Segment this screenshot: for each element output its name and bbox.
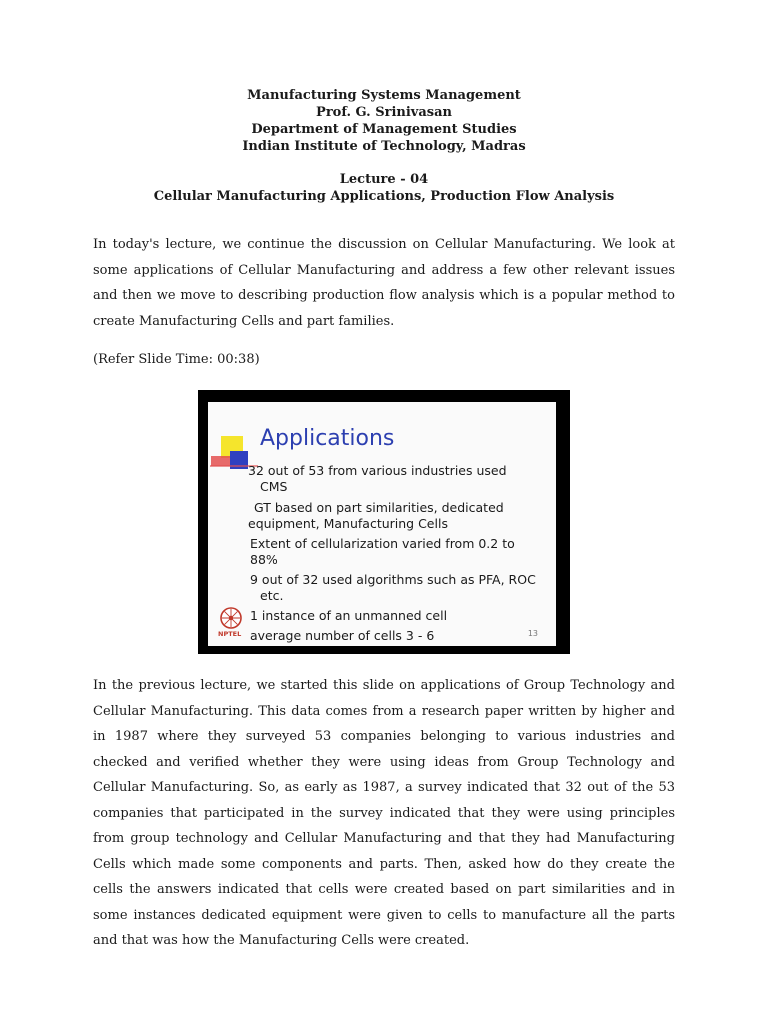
slide-line: 88%: [250, 552, 278, 567]
body-paragraph: In the previous lecture, we started this slide on applications of Group Technology and Cellular Manufacturing. This data comes from a research paper written by higher and in 1987 where they surveyed 53 companies belonging to various industries and checked and verified whether they were using ideas from Group Technology and Cellular Manufacturing. So, as early as 1987, a survey indicated that 32 out of the 53 companies that participated in the survey indicated that they were using principles from group technology and Cellular Manufacturing and that they had Manufacturing Cells which made some components and parts. Then, asked how do they create the cells the answers indicated that cells were created based on part similarities and in some instances dedicated equipment were given to cells to manufacture all the parts and that was how the Manufacturing Cells were created.: [93, 678, 675, 948]
nptel-logo-icon: [218, 607, 252, 637]
nptel-logo-text: NPTEL: [218, 630, 242, 637]
slide-content: [208, 402, 556, 646]
slide-image: [198, 390, 570, 654]
slide-line: 9 out of 32 used algorithms such as PFA, ROC: [250, 572, 536, 587]
slide-line: equipment, Manufacturing Cells: [248, 516, 448, 531]
institute-name: Indian Institute of Technology, Madras: [242, 139, 526, 154]
slide-line: GT based on part similarities, dedicated: [254, 500, 504, 515]
department-name: Department of Management Studies: [251, 122, 517, 137]
slide-line: 32 out of 53 from various industries used: [248, 463, 507, 478]
slide-line: average number of cells 3 - 6: [250, 628, 435, 643]
refer-slide-time: (Refer Slide Time: 00:38): [93, 352, 260, 367]
slide-title: Applications: [260, 426, 395, 451]
lecture-title: Cellular Manufacturing Applications, Production Flow Analysis: [153, 189, 615, 204]
slide-line: 1 instance of an unmanned cell: [250, 608, 448, 623]
slide-line: etc.: [260, 588, 284, 603]
course-title: Manufacturing Systems Management: [247, 88, 521, 103]
slide-line: Extent of cellularization varied from 0.2 to: [250, 536, 515, 551]
intro-paragraph: In today's lecture, we continue the discussion on Cellular Manufacturing. We look at some applications of Cellular Manufacturing and address a few other relevant issues and then we move to describing production flow analysis which is a popular method to create Manufacturing Cells and part families.: [93, 237, 675, 329]
lecture-number: Lecture - 04: [339, 172, 429, 187]
slide-line: CMS: [260, 479, 288, 494]
slide-page-number: 13: [527, 629, 538, 638]
professor-name: Prof. G. Srinivasan: [316, 105, 452, 120]
